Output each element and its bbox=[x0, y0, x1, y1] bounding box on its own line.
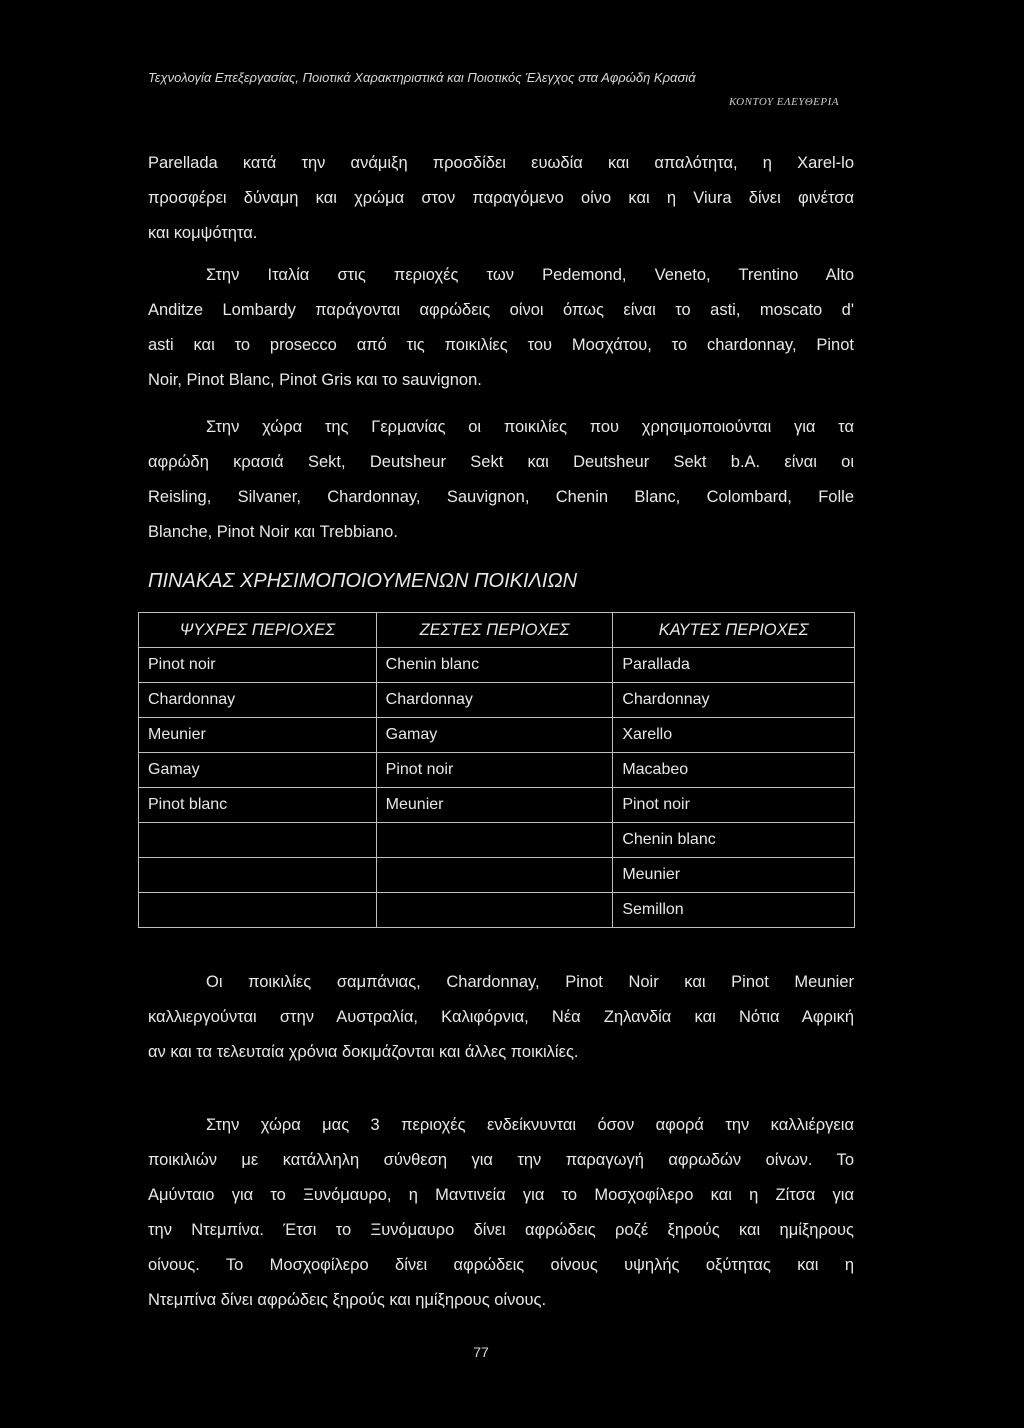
table-row bbox=[139, 683, 855, 718]
paragraph-line: καλλιεργούνται στην Αυστραλία, Καλιφόρνια, Νέα Ζηλανδία και Νότια Αφρική bbox=[148, 1008, 854, 1026]
table-cell bbox=[139, 893, 377, 928]
paragraph-line: Στην Ιταλία στις περιοχές των Pedemond, Veneto, Trentino Alto bbox=[206, 266, 854, 284]
paragraph-line: Αμύνταιο για το Ξυνόμαυρο, η Μαντινεία για το Μοσχοφίλερο και η Ζίτσα για bbox=[148, 1186, 854, 1204]
table-cell bbox=[139, 858, 377, 893]
page-number: 77 bbox=[473, 1344, 489, 1360]
paragraph-line: οίνους. Το Μοσχοφίλερο δίνει αφρώδεις οίνους υψηλής οξύτητας και η bbox=[148, 1256, 854, 1274]
table-title: ΠΙΝΑΚΑΣ ΧΡΗΣΙΜΟΠΟΙΟΥΜΕΝΩΝ ΠΟΙΚΙΛΙΩΝ bbox=[148, 570, 578, 592]
paragraph-line: Ντεμπίνα δίνει αφρώδεις ξηρούς και ημίξηρους οίνους. bbox=[148, 1291, 547, 1309]
running-header-author: ΚΟΝΤΟΥ ΕΛΕΥΘΕΡΙΑ bbox=[728, 96, 839, 108]
table-row bbox=[139, 648, 855, 683]
table-cell bbox=[376, 858, 613, 893]
paragraph-line: ποικιλιών με κατάλληλη σύνθεση για την παραγωγή αφρωδών οίνων. Το bbox=[148, 1151, 854, 1169]
table-cell: Pinot noir bbox=[613, 788, 855, 823]
table-cell: Meunier bbox=[376, 788, 613, 823]
table-cell: Chenin blanc bbox=[613, 823, 855, 858]
table-cell: Chenin blanc bbox=[376, 648, 613, 683]
paragraph-line: αν και τα τελευταία χρόνια δοκιμάζονται και άλλες ποικιλίες. bbox=[148, 1043, 579, 1061]
paragraph-line: αφρώδη κρασιά Sekt, Deutsheur Sekt και Deutsheur Sekt b.A. είναι οι bbox=[148, 453, 854, 471]
column-header-hot-regions: ΚΑΥΤΕΣ ΠΕΡΙΟΧΕΣ bbox=[613, 613, 855, 648]
column-header-cold-regions: ΨΥΧΡΕΣ ΠΕΡΙΟΧΕΣ bbox=[139, 613, 377, 648]
paragraph-line: Parellada κατά την ανάμιξη προσδίδει ευωδία και απαλότητα, η Xarel-lo bbox=[148, 154, 854, 172]
paragraph-line: προσφέρει δύναμη και χρώμα στον παραγόμενο οίνο και η Viura δίνει φινέτσα bbox=[148, 189, 854, 207]
table-cell: Chardonnay bbox=[376, 683, 613, 718]
table-cell: Pinot noir bbox=[139, 648, 377, 683]
paragraph-spain-varieties bbox=[148, 146, 854, 251]
paragraph-germany bbox=[148, 410, 854, 550]
paragraph-line: Blanche, Pinot Noir και Trebbiano. bbox=[148, 523, 398, 541]
paragraph-champagne-varieties bbox=[148, 965, 854, 1070]
paragraph-italy bbox=[148, 258, 854, 398]
table-cell: Chardonnay bbox=[613, 683, 855, 718]
table-cell: Parallada bbox=[613, 648, 855, 683]
paragraph-line: asti και το prosecco από τις ποικιλίες του Μοσχάτου, το chardonnay, Pinot bbox=[148, 336, 854, 354]
paragraph-line: Anditze Lombardy παράγονται αφρώδεις οίνοι όπως είναι το asti, moscato d' bbox=[148, 301, 854, 319]
table-cell bbox=[139, 823, 377, 858]
table-header-row bbox=[139, 613, 855, 648]
paragraph-line: και κομψότητα. bbox=[148, 224, 258, 242]
table-row bbox=[139, 718, 855, 753]
paragraph-greece bbox=[148, 1108, 854, 1318]
paragraph-line: Noir, Pinot Blanc, Pinot Gris και το sauvignon. bbox=[148, 371, 482, 389]
varieties-table bbox=[138, 612, 855, 928]
table-cell: Meunier bbox=[613, 858, 855, 893]
column-header-warm-regions: ΖΕΣΤΕΣ ΠΕΡΙΟΧΕΣ bbox=[376, 613, 613, 648]
table-cell: Gamay bbox=[139, 753, 377, 788]
table-row bbox=[139, 858, 855, 893]
paragraph-line: Στην χώρα της Γερμανίας οι ποικιλίες που χρησιμοποιούνται για τα bbox=[206, 418, 854, 436]
running-header-title: Τεχνολογία Επεξεργασίας, Ποιοτικά Χαρακτηριστικά και Ποιοτικός Έλεγχος στα Αφρώδη Κρασιά bbox=[148, 70, 696, 85]
paragraph-line: Reisling, Silvaner, Chardonnay, Sauvignon, Chenin Blanc, Colombard, Folle bbox=[148, 488, 854, 506]
table-row bbox=[139, 788, 855, 823]
table-cell: Meunier bbox=[139, 718, 377, 753]
paragraph-line: την Ντεμπίνα. Έτσι το Ξυνόμαυρο δίνει αφρώδεις ροζέ ξηρούς και ημίξηρους bbox=[148, 1221, 854, 1239]
table-row bbox=[139, 823, 855, 858]
paragraph-line: Οι ποικιλίες σαμπάνιας, Chardonnay, Pinot Noir και Pinot Meunier bbox=[206, 973, 854, 991]
table-cell: Xarello bbox=[613, 718, 855, 753]
table-cell: Semillon bbox=[613, 893, 855, 928]
table-cell: Macabeo bbox=[613, 753, 855, 788]
table-cell: Chardonnay bbox=[139, 683, 377, 718]
table-cell: Gamay bbox=[376, 718, 613, 753]
table-cell: Pinot noir bbox=[376, 753, 613, 788]
table-row bbox=[139, 893, 855, 928]
table-cell: Pinot blanc bbox=[139, 788, 377, 823]
table-cell bbox=[376, 823, 613, 858]
table-cell bbox=[376, 893, 613, 928]
table-row bbox=[139, 753, 855, 788]
paragraph-line: Στην χώρα μας 3 περιοχές ενδείκνυνται όσον αφορά την καλλιέργεια bbox=[206, 1116, 854, 1134]
